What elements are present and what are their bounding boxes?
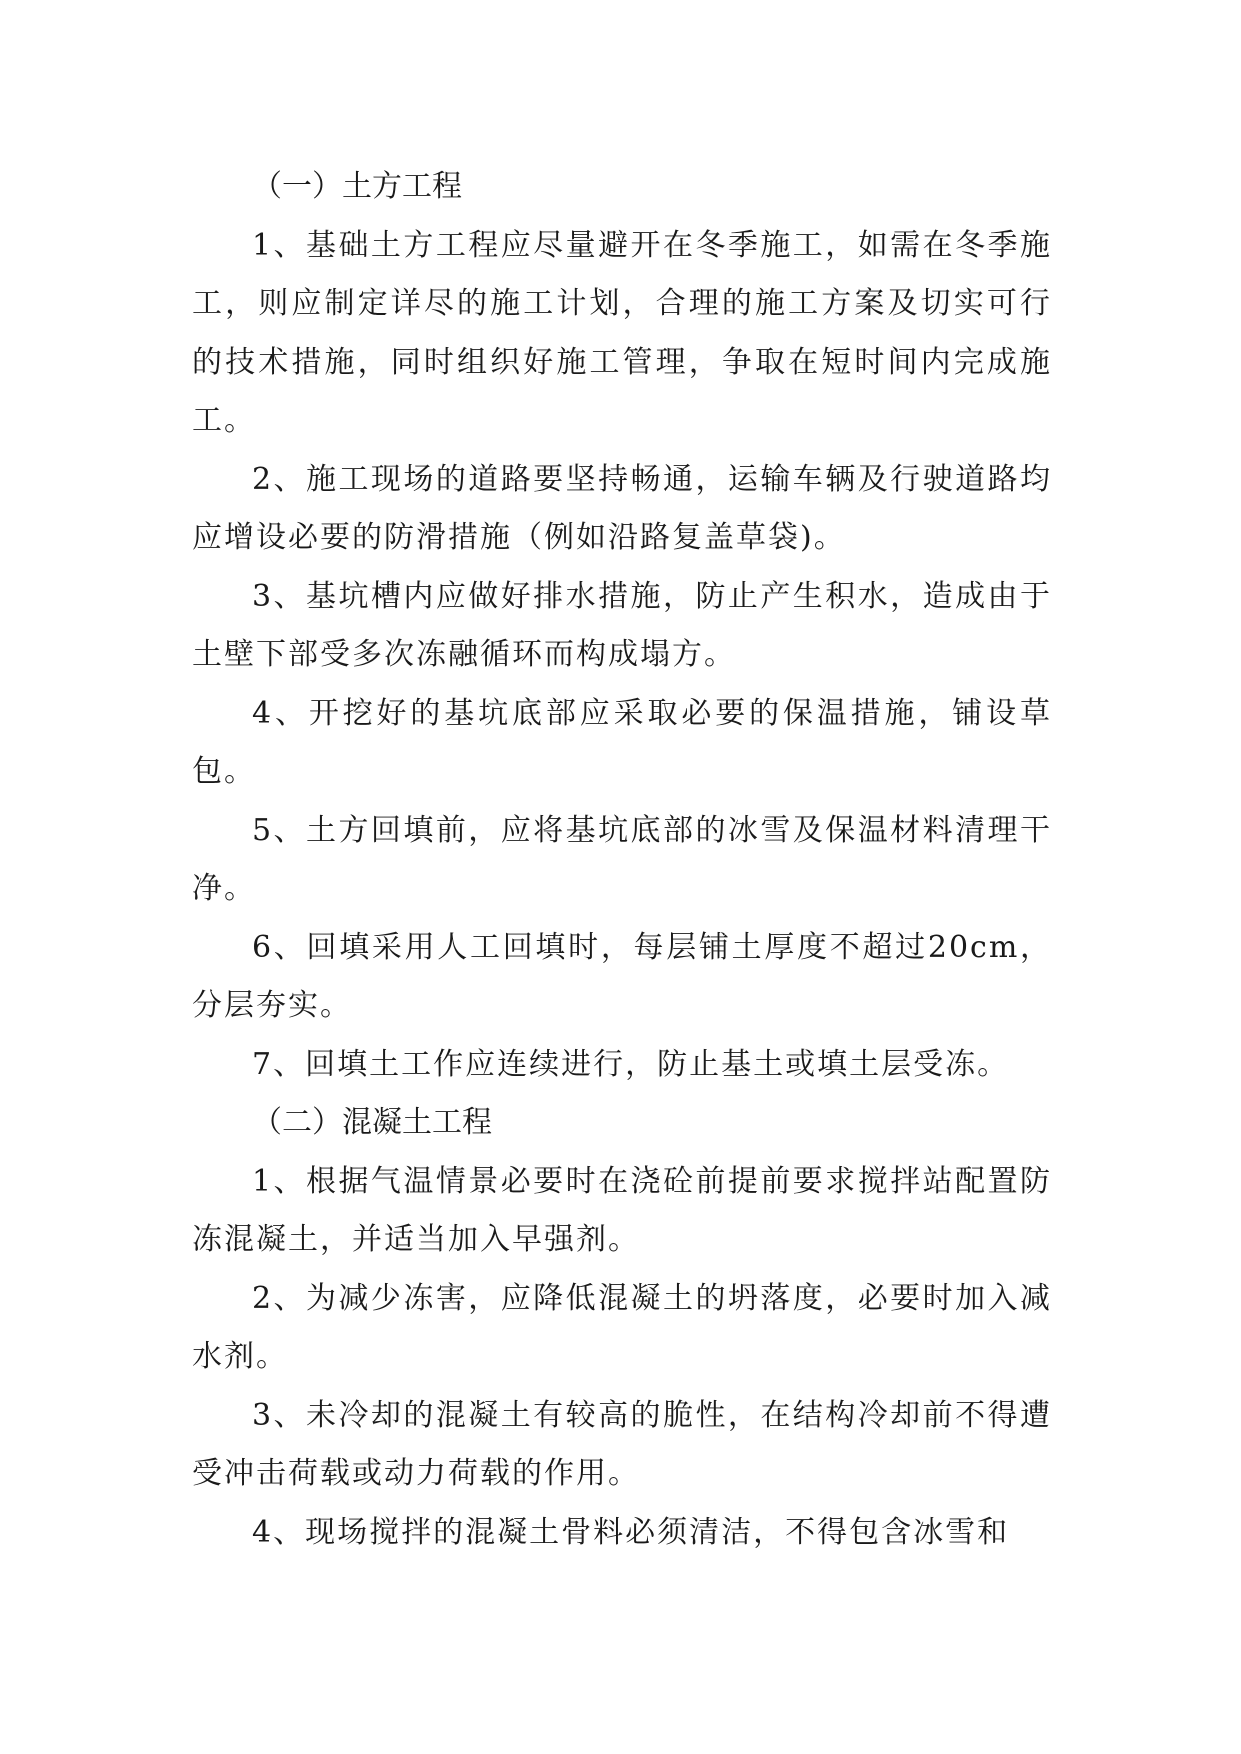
paragraph: 3、基坑槽内应做好排水措施，防止产生积水，造成由于土壁下部受多次冻融循环而构成塌方。 [192, 578, 1052, 672]
paragraph: 1、根据气温情景必要时在浇砼前提前要求搅拌站配置防冻混凝土，并适当加入早强剂。 [192, 1163, 1052, 1257]
section-heading-concrete: （二）混凝土工程 [252, 1105, 492, 1140]
paragraph: 6、回填采用人工回填时，每层铺土厚度不超过20cm，分层夯实。 [192, 929, 1052, 1023]
paragraph: 4、开挖好的基坑底部应采取必要的保温措施，铺设草包。 [192, 695, 1052, 789]
section-heading-earthwork: （一）土方工程 [252, 169, 462, 204]
document-body [192, 158, 1052, 1562]
paragraph: 2、为减少冻害，应降低混凝土的坍落度，必要时加入减水剂。 [192, 1280, 1052, 1374]
paragraph: 1、基础土方工程应尽量避开在冬季施工，如需在冬季施工，则应制定详尽的施工计划，合理的施工方案及切实可行的技术措施，同时组织好施工管理，争取在短时间内完成施工。 [192, 227, 1052, 438]
paragraph: 7、回填土工作应连续进行，防止基土或填土层受冻。 [252, 1046, 1010, 1082]
paragraph: 3、未冷却的混凝土有较高的脆性，在结构冷却前不得遭受冲击荷载或动力荷载的作用。 [192, 1397, 1052, 1491]
paragraph: 5、土方回填前，应将基坑底部的冰雪及保温材料清理干净。 [192, 812, 1052, 906]
paragraph: 4、现场搅拌的混凝土骨料必须清洁，不得包含冰雪和 [252, 1514, 1010, 1550]
paragraph: 2、施工现场的道路要坚持畅通，运输车辆及行驶道路均应增设必要的防滑措施（例如沿路复盖草袋)。 [192, 461, 1052, 555]
